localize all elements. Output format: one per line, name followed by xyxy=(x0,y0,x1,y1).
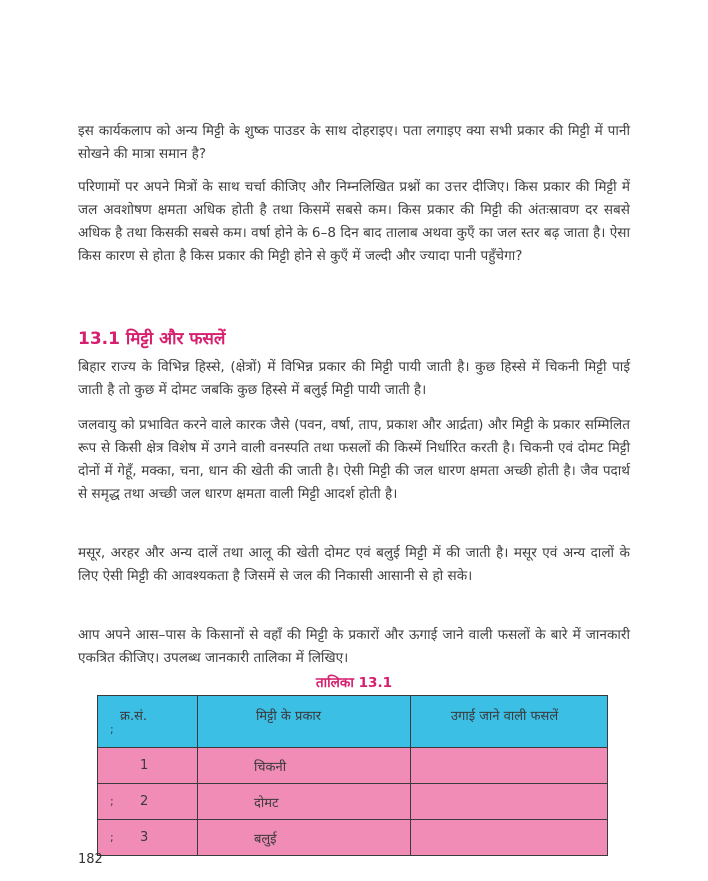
intro-paragraph-2: परिणामों पर अपने मित्रों के साथ चर्चा कीजिए और निम्नलिखित प्रश्नों का उत्तर दीजिए। किस प्रकार की मिट्टी में जल अवशोषण क्षमता अधिक होती है तथा किसमें सबसे कम। किस प्रकार की मिट्टी की अंतःस्रावण दर सबसे अधिक है तथा किसकी सबसे कम। वर्षा होने के 6–8 दिन बाद तालाब अथवा कुएँ का जल स्तर बढ़ जाता है। ऐसा किस कारण से होता है किस प्रकार की मिट्टी होने से कुएँ में जल्दी और ज्यादा पानी पहुँचेगा? xyxy=(78,179,630,264)
row-mark: ; xyxy=(110,831,114,844)
header-serial-label: क्र.सं. xyxy=(120,709,148,724)
cell-serial xyxy=(98,820,198,856)
serial-number: 3 xyxy=(140,830,149,845)
cell-serial xyxy=(98,748,198,784)
header-crops: उगाई जाने वाली फसलें xyxy=(410,696,607,748)
header-serial xyxy=(98,696,198,748)
table-title: तालिका 13.1 xyxy=(315,675,393,691)
section-heading: 13.1 मिट्टी और फसलें xyxy=(78,329,226,349)
table-row xyxy=(98,784,608,820)
table-row xyxy=(98,820,608,856)
serial-number: 2 xyxy=(140,794,149,809)
header-mark: ; xyxy=(110,723,114,736)
cell-serial xyxy=(98,784,198,820)
row-mark: ; xyxy=(110,795,114,808)
cell-crops[interactable] xyxy=(410,784,607,820)
intro-paragraph-1: इस कार्यकलाप को अन्य मिट्टी के शुष्क पाउडर के साथ दोहराइए। पता लगाइए क्या सभी प्रकार की मिट्टी में पानी सोखने की मात्रा समान है? xyxy=(78,123,630,162)
table-header-row xyxy=(98,696,608,748)
header-soil-type: मिट्टी के प्रकार xyxy=(197,696,410,748)
table-row xyxy=(98,748,608,784)
section-paragraph-3: मसूर, अरहर और अन्य दालें तथा आलू की खेती दोमट एवं बलुई मिट्टी में की जाती है। मसूर एवं अन्य दालों के लिए ऐसी मिट्टी की आवश्यकता है जिसमें से जल की निकासी आसानी से हो सके। xyxy=(78,545,630,584)
serial-number: 1 xyxy=(140,758,149,773)
cell-soil: चिकनी xyxy=(197,748,410,784)
soil-crop-table xyxy=(97,695,608,856)
cell-crops[interactable] xyxy=(410,820,607,856)
cell-crops[interactable] xyxy=(410,748,607,784)
cell-soil: दोमट xyxy=(197,784,410,820)
section-paragraph-4: आप अपने आस–पास के किसानों से वहाँ की मिट्टी के प्रकारों और ऊगाई जाने वाली फसलों के बारे में जानकारी एकत्रित कीजिए। उपलब्ध जानकारी तालिका में लिखिए। xyxy=(78,627,630,666)
page-number: 182 xyxy=(78,852,103,867)
section-paragraph-1: बिहार राज्य के विभिन्न हिस्से, (क्षेत्रों) में विभिन्न प्रकार की मिट्टी पायी जाती है। कुछ हिस्से में चिकनी मिट्टी पाई जाती है तो कुछ में दोमट जबकि कुछ हिस्से में बलुई मिट्टी पायी जाती है। xyxy=(78,359,630,398)
cell-soil: बलुई xyxy=(197,820,410,856)
section-paragraph-2: जलवायु को प्रभावित करने वाले कारक जैसे (पवन, वर्षा, ताप, प्रकाश और आर्द्रता) और मिट्टी के प्रकार सम्मिलित रूप से किसी क्षेत्र विशेष में उगने वाली वनस्पति तथा फसलों की किस्में निर्धारित करती है। चिकनी एवं दोमट मिट्टी दोनों में गेहूँ, मक्का, चना, धान की खेती की जाती है। ऐसी मिट्टी की जल धारण क्षमता अच्छी होती है। जैव पदार्थ से समृद्ध तथा अच्छी जल धारण क्षमता वाली मिट्टी आदर्श होती है। xyxy=(78,417,630,502)
